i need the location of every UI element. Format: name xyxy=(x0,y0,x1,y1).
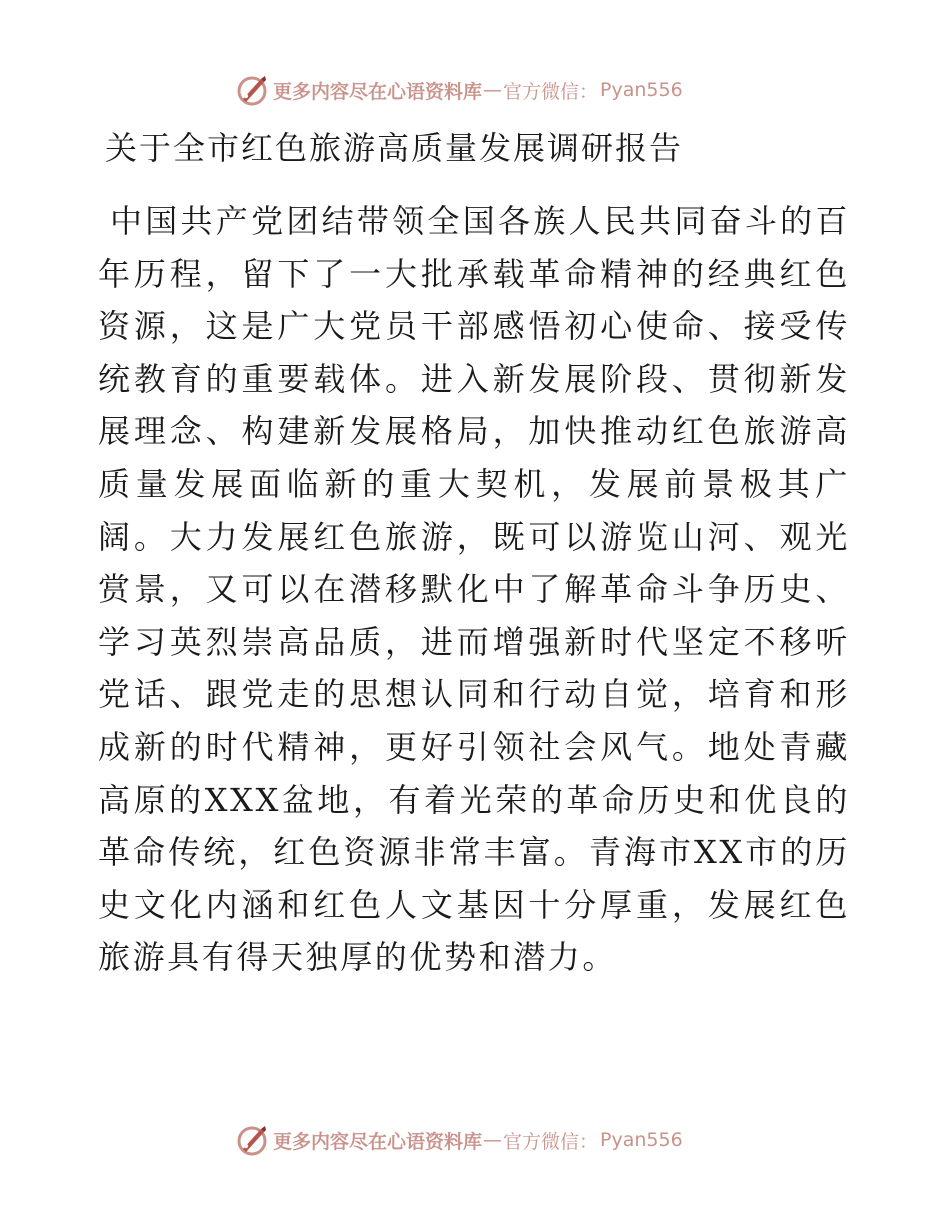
watermark-site-text: 更多内容尽在心语资料库 xyxy=(273,80,483,103)
watermark-separator: — xyxy=(483,1129,503,1151)
watermark-wechat-id: Pyan556 xyxy=(600,79,683,101)
watermark-separator: — xyxy=(483,79,503,101)
footer-watermark xyxy=(235,1122,755,1158)
watermark-wechat-label: 官方微信： xyxy=(503,1130,599,1153)
document-paragraph: 中国共产党团结带领全国各族人民共同奋斗的百年历程，留下了一大批承载革命精神的经典红色资源，这是广大党员干部感悟初心使命、接受传统教育的重要载体。进入新发展阶段、贯彻新发展理念、构建新发展格局，加快推动红色旅游高质量发展面临新的重大契机，发展前景极其广阔。大力发展红色旅游，既可以游览山河、观光赏景，又可以在潜移默化中了解革命斗争历史、学习英烈崇高品质，进而增强新时代坚定不移听党话、跟党走的思想认同和行动自觉，培育和形成新的时代精神，更好引领社会风气。地处青藏高原的XXX盆地，有着光荣的革命历史和优良的革命传统，红色资源非常丰富。青海市XX市的历史文化内涵和红色人文基因十分厚重，发展红色旅游具有得天独厚的优势和潜力。 xyxy=(98,202,850,977)
watermark-site-text: 更多内容尽在心语资料库 xyxy=(273,1130,483,1153)
pen-circle-logo-icon xyxy=(235,1123,269,1157)
document-title: 关于全市红色旅游高质量发展调研报告 xyxy=(105,129,684,167)
header-watermark xyxy=(235,72,755,108)
pen-circle-logo-icon xyxy=(235,73,269,107)
watermark-wechat-id: Pyan556 xyxy=(600,1129,683,1151)
watermark-wechat-label: 官方微信： xyxy=(503,80,599,103)
